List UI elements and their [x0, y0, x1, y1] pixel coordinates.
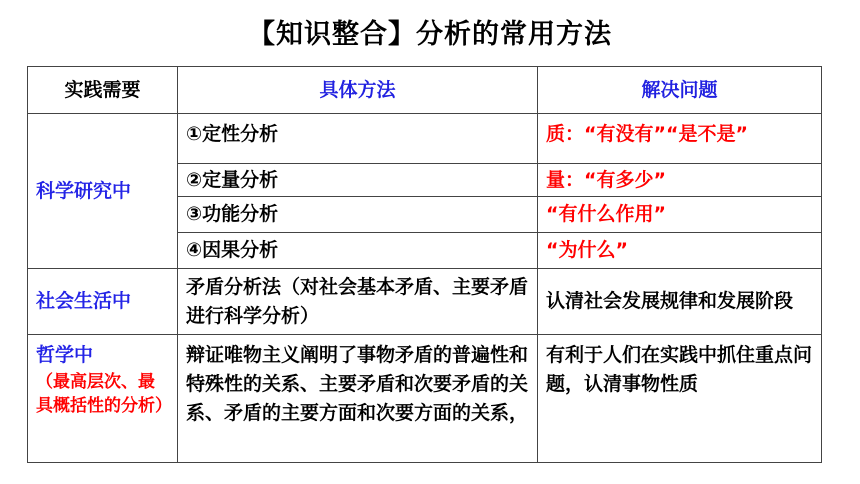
field-philosophy-cell — [28, 335, 178, 463]
problem-cell: 质：“有没有”“是不是” — [538, 114, 822, 164]
field-philosophy-note: （最高层次、最具概括性的分析） — [36, 372, 172, 416]
table-header-row — [28, 67, 822, 114]
method-cell: ③功能分析 — [178, 197, 538, 233]
method-cell: ①定性分析 — [178, 114, 538, 164]
field-social: 社会生活中 — [28, 269, 178, 335]
problem-cell: “有什么作用” — [538, 197, 822, 233]
table-row — [28, 335, 822, 463]
problem-cell: 认清社会发展规律和发展阶段 — [538, 269, 822, 335]
field-science: 科学研究中 — [28, 114, 178, 269]
problem-cell: 有利于人们在实践中抓住重点问题，认清事物性质 — [538, 335, 822, 463]
analysis-methods-table — [27, 66, 822, 463]
method-cell: 矛盾分析法（对社会基本矛盾、主要矛盾进行科学分析） — [178, 269, 538, 335]
problem-cell: 量：“有多少” — [538, 164, 822, 197]
table-row — [28, 269, 822, 335]
page-title: 【知识整合】分析的常用方法 — [248, 19, 612, 50]
header-specific-method: 具体方法 — [178, 67, 538, 114]
method-cell: ④因果分析 — [178, 233, 538, 269]
header-practice-need: 实践需要 — [28, 67, 178, 114]
table-row — [28, 114, 822, 164]
method-cell: ②定量分析 — [178, 164, 538, 197]
method-cell: 辩证唯物主义阐明了事物矛盾的普遍性和特殊性的关系、主要矛盾和次要矛盾的关系、矛盾的主要方面和次要方面的关系， — [178, 335, 538, 463]
header-problem-solved: 解决问题 — [538, 67, 822, 114]
problem-cell: “为什么” — [538, 233, 822, 269]
field-philosophy: 哲学中 — [36, 344, 94, 366]
